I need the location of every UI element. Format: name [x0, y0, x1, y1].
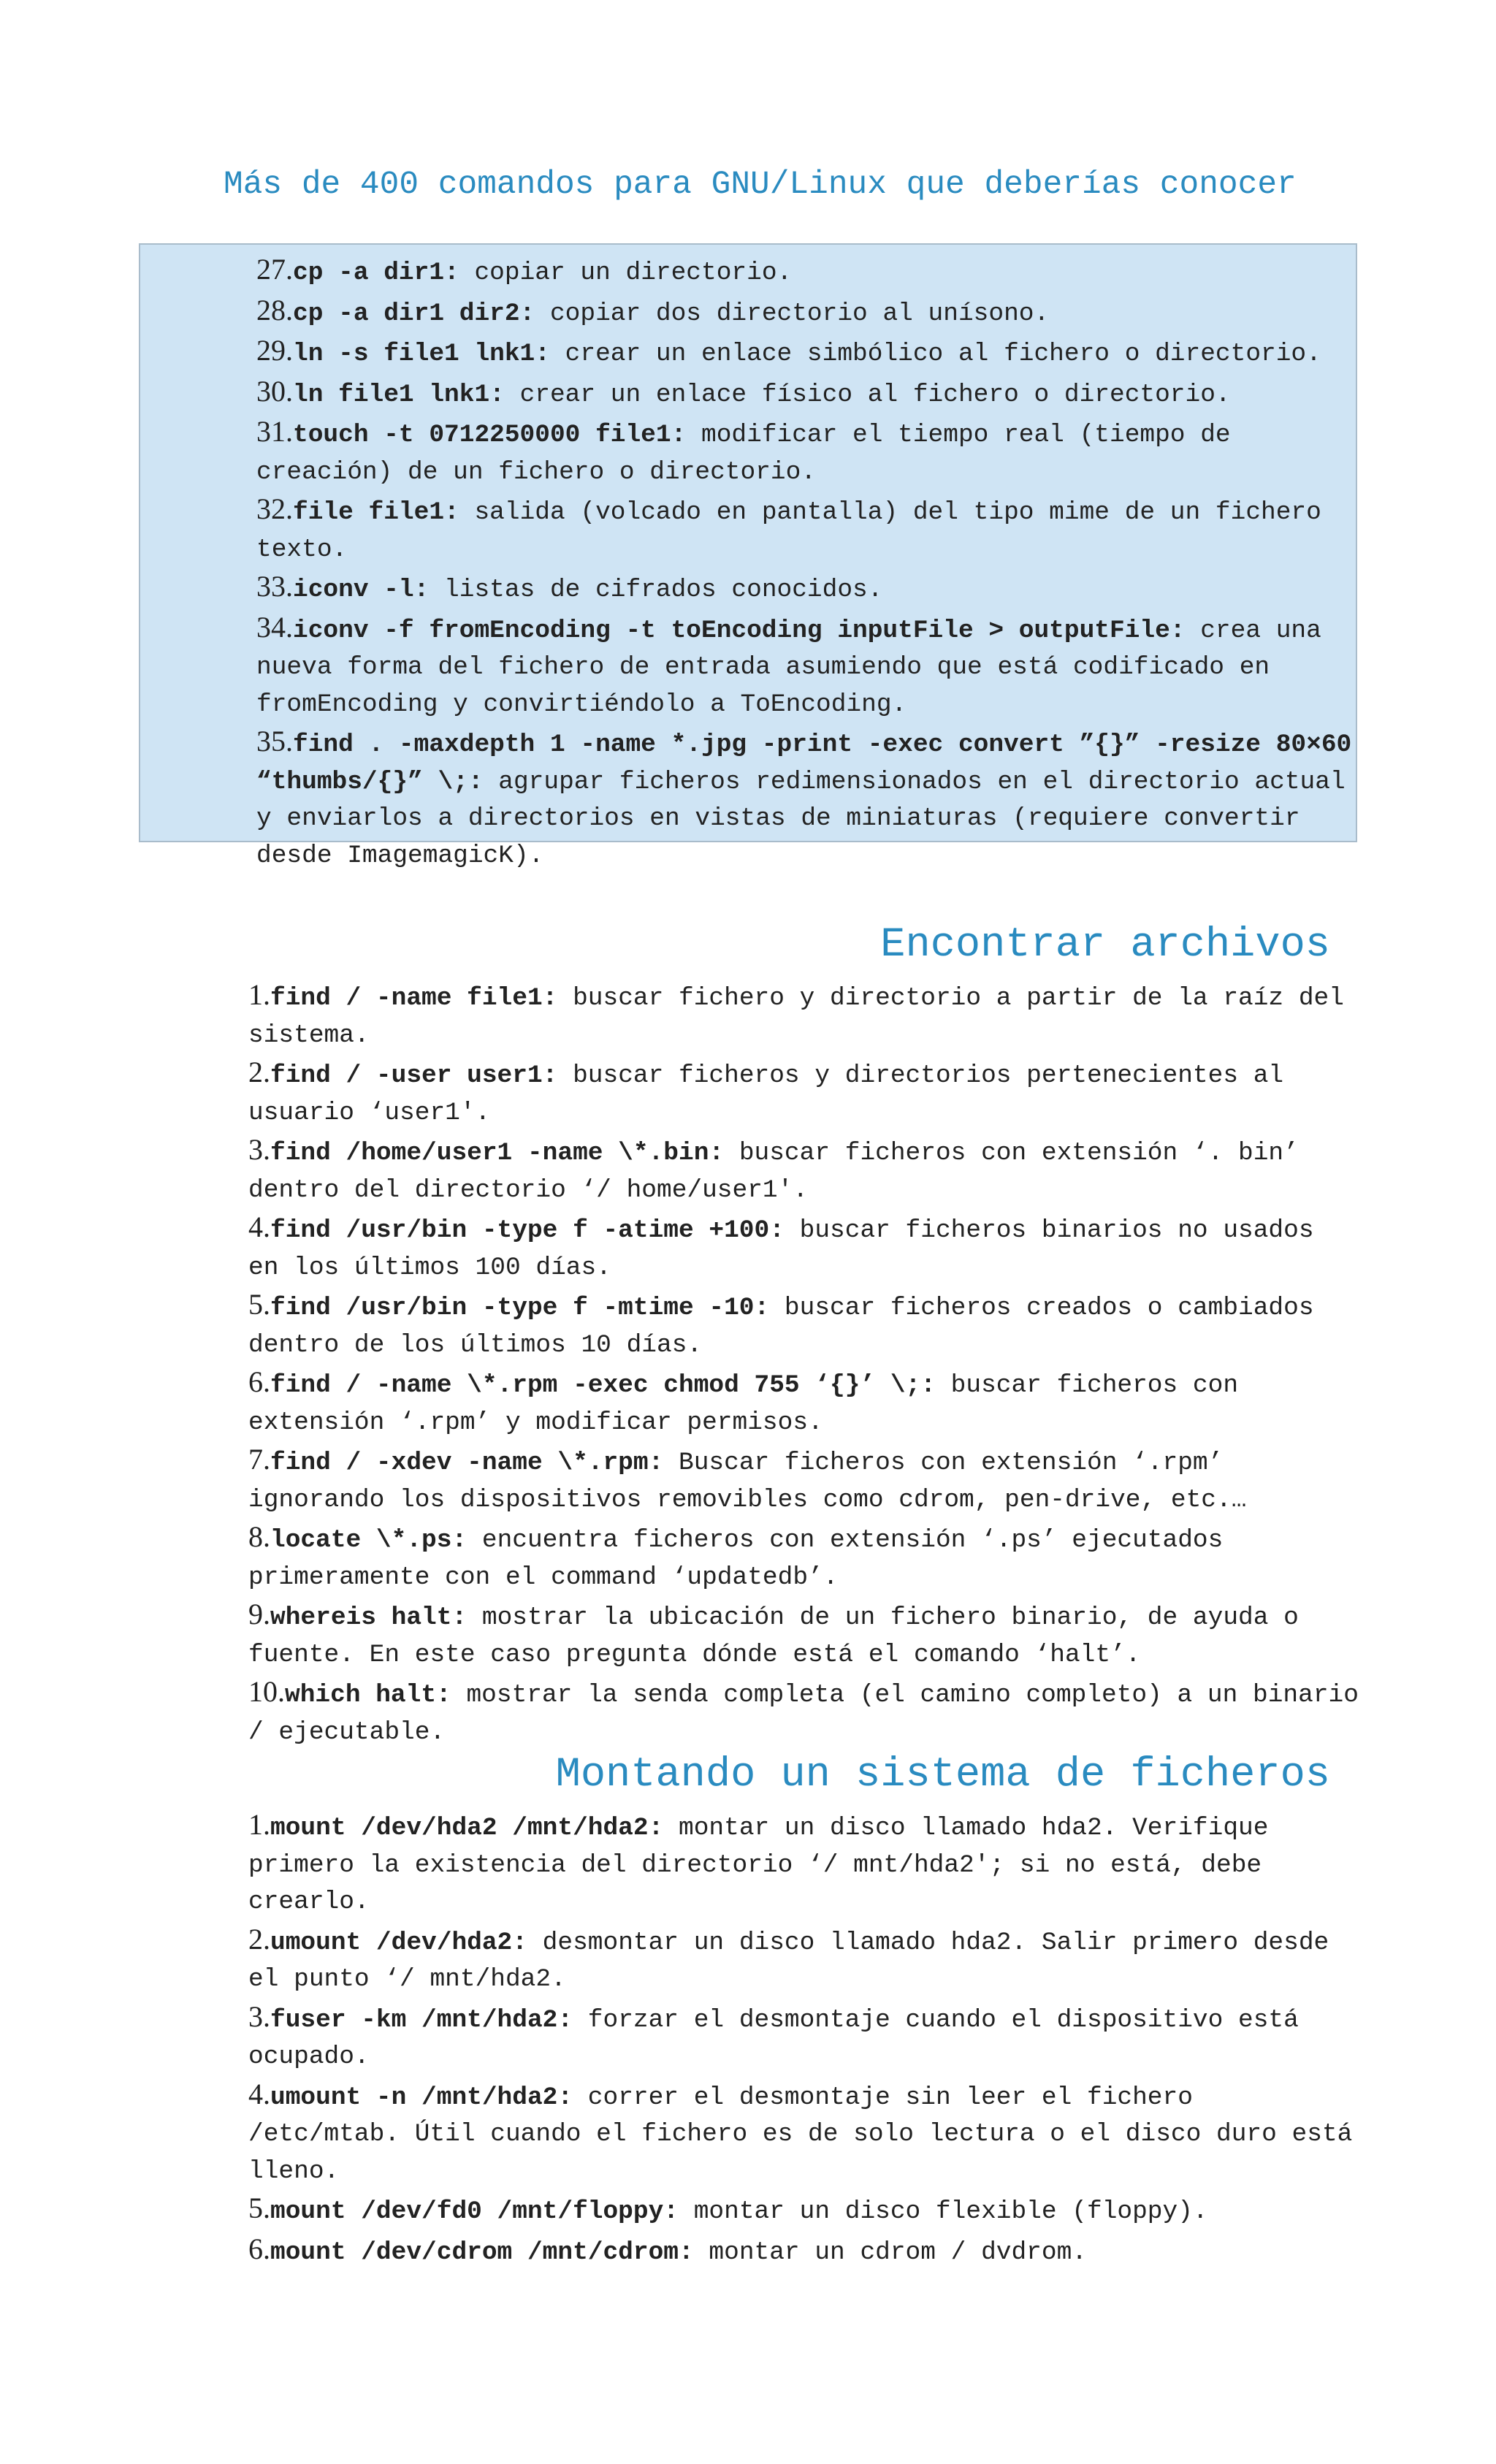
- list-item-number: 29.: [256, 334, 293, 367]
- list-item-number: 3.: [248, 1999, 270, 2033]
- list-item: [248, 1286, 1359, 1364]
- list-item-command: mount /dev/cdrom /mnt/cdrom:: [270, 2238, 694, 2267]
- list-item: [248, 1519, 1359, 1596]
- list-item-command: ln file1 lnk1:: [293, 380, 505, 409]
- list-item-number: 4.: [248, 1210, 270, 1243]
- list-item: [248, 2231, 1359, 2272]
- list-item: [256, 251, 1352, 292]
- list-item-command: find / -user user1:: [270, 1061, 558, 1090]
- command-list-mount-filesystem: [248, 1807, 1359, 2271]
- list-item-number: 2.: [248, 1922, 270, 1956]
- list-item: [248, 1364, 1359, 1441]
- list-item-command: touch -t 0712250000 file1:: [293, 421, 687, 449]
- list-item-command: umount /dev/hda2:: [270, 1928, 527, 1957]
- list-item-description: modificar el tiempo real (tiempo de creación) de un fichero o directorio.: [256, 421, 1231, 487]
- list-item-description: buscar ficheros binarios no usados en los últimos 100 días.: [248, 1216, 1314, 1282]
- list-item: [256, 292, 1352, 333]
- list-item-number: 3.: [248, 1133, 270, 1166]
- list-item-description: mostrar la senda completa (el camino completo) a un binario / ejecutable.: [248, 1681, 1359, 1747]
- list-item-command: which halt:: [285, 1681, 451, 1709]
- list-item-description: buscar ficheros creados o cambiados dentro de los últimos 10 días.: [248, 1294, 1314, 1359]
- list-item-number: 6.: [248, 1365, 270, 1398]
- list-item-command: iconv -f fromEncoding -t toEncoding inputFile > outputFile:: [293, 616, 1186, 645]
- list-item: [256, 568, 1352, 609]
- list-item-description: forzar el desmontaje cuando el dispositivo está ocupado.: [248, 2005, 1299, 2071]
- list-item-number: 1.: [248, 978, 270, 1011]
- list-item-number: 5.: [248, 2192, 270, 2224]
- command-list-find-files: [248, 977, 1359, 1751]
- list-item-command: locate \*.ps:: [270, 1526, 468, 1555]
- list-item-description: salida (volcado en pantalla) del tipo mime de un fichero texto.: [256, 498, 1321, 564]
- list-item-number: 9.: [248, 1598, 270, 1630]
- section-heading-mount-filesystem: Montando un sistema de ficheros: [555, 1752, 1330, 1799]
- list-item-command: find / -name \*.rpm -exec chmod 755 ‘{}’ \;:: [270, 1371, 936, 1400]
- list-item-description: montar un disco flexible (floppy).: [679, 2197, 1208, 2226]
- list-item-command: find . -maxdepth 1 -name *.jpg -print -exec convert ”{}” -resize 80×60 “thumbs/{}” \;:: [256, 731, 1352, 796]
- list-item: [248, 1209, 1359, 1286]
- command-list-copy-link: [256, 251, 1352, 874]
- list-item-number: 7.: [248, 1443, 270, 1476]
- list-item-description: copiar un directorio.: [459, 259, 793, 287]
- list-item-description: listas de cifrados conocidos.: [429, 576, 883, 604]
- list-item-description: crea una nueva forma del fichero de entrada asumiendo que está codificado en fromEncoding y convirtiéndolo a ToEncoding.: [256, 616, 1321, 719]
- list-item: [248, 1441, 1359, 1519]
- list-item-description: buscar ficheros con extensión ‘.rpm’ y modificar permisos.: [248, 1371, 1239, 1437]
- list-item: [256, 491, 1352, 568]
- list-item-command: mount /dev/fd0 /mnt/floppy:: [270, 2197, 679, 2226]
- list-item-number: 32.: [256, 492, 293, 525]
- list-item: [248, 977, 1359, 1054]
- list-item-description: crear un enlace físico al fichero o directorio.: [504, 380, 1231, 409]
- list-item-description: correr el desmontaje sin leer el fichero /etc/mtab. Útil cuando el fichero es de solo lectura o el disco duro está lleno.: [248, 2083, 1353, 2186]
- list-item-number: 28.: [256, 293, 293, 327]
- list-item: [256, 723, 1352, 874]
- list-item-description: montar un cdrom / dvdrom.: [693, 2238, 1087, 2267]
- list-item-command: ln -s file1 lnk1:: [293, 340, 550, 368]
- list-item-command: whereis halt:: [270, 1603, 468, 1632]
- list-item-command: find / -name file1:: [270, 984, 558, 1012]
- section-heading-find-files: Encontrar archivos: [880, 922, 1330, 969]
- list-item: [248, 1674, 1359, 1751]
- list-item-description: crear un enlace simbólico al fichero o directorio.: [549, 340, 1321, 368]
- list-item-number: 2.: [248, 1056, 270, 1088]
- list-item-description: copiar dos directorio al unísono.: [535, 299, 1050, 328]
- list-item-command: find / -xdev -name \*.rpm:: [270, 1449, 664, 1477]
- list-item-number: 8.: [248, 1520, 270, 1553]
- list-item-number: 30.: [256, 374, 293, 408]
- list-item-number: 33.: [256, 570, 293, 603]
- list-item-number: 6.: [248, 2232, 270, 2265]
- list-item-command: find /home/user1 -name \*.bin:: [270, 1139, 725, 1167]
- list-item-command: umount -n /mnt/hda2:: [270, 2083, 573, 2112]
- list-item: [248, 1132, 1359, 1209]
- list-item-description: montar un disco llamado hda2. Verifique primero la existencia del directorio ‘/ mnt/hda2'; si no está, debe crearlo.: [248, 1814, 1269, 1916]
- list-item: [248, 1999, 1359, 2076]
- list-item-description: buscar fichero y directorio a partir de la raíz del sistema.: [248, 984, 1344, 1050]
- list-item-command: file file1:: [293, 498, 459, 527]
- list-item-number: 1.: [248, 1808, 270, 1841]
- list-item: [248, 2076, 1359, 2191]
- list-item: [256, 609, 1352, 724]
- list-item-number: 31.: [256, 415, 293, 448]
- list-item-description: Buscar ficheros con extensión ‘.rpm’ ignorando los dispositivos removibles como cdrom, pen-drive, etc.…: [248, 1449, 1247, 1514]
- list-item-number: 27.: [256, 253, 293, 286]
- list-item-command: fuser -km /mnt/hda2:: [270, 2005, 573, 2034]
- list-item-number: 10.: [248, 1675, 285, 1708]
- list-item-command: cp -a dir1 dir2:: [293, 299, 535, 328]
- list-item-description: buscar ficheros con extensión ‘. bin’ dentro del directorio ‘/ home/user1'.: [248, 1139, 1299, 1205]
- list-item-command: cp -a dir1:: [293, 259, 459, 287]
- list-item-command: mount /dev/hda2 /mnt/hda2:: [270, 1814, 664, 1842]
- list-item: [256, 373, 1352, 414]
- document-title: Más de 400 comandos para GNU/Linux que deberías conocer: [224, 167, 1297, 203]
- list-item: [248, 1596, 1359, 1674]
- list-item-description: mostrar la ubicación de un fichero binario, de ayuda o fuente. En este caso pregunta dónde está el comando ‘halt’.: [248, 1603, 1299, 1669]
- list-item: [256, 413, 1352, 491]
- list-item-description: desmontar un disco llamado hda2. Salir primero desde el punto ‘/ mnt/hda2.: [248, 1928, 1329, 1994]
- list-item-command: iconv -l:: [293, 576, 430, 604]
- list-item-description: buscar ficheros y directorios pertenecientes al usuario ‘user1'.: [248, 1061, 1284, 1127]
- list-item-description: agrupar ficheros redimensionados en el directorio actual y enviarlos a directorios en vistas de miniaturas (requiere convertir desde ImagemagicK).: [256, 767, 1346, 870]
- list-item-number: 35.: [256, 725, 293, 758]
- list-item-description: encuentra ficheros con extensión ‘.ps’ ejecutados primeramente con el command ‘updatedb’.: [248, 1526, 1224, 1592]
- list-item-number: 5.: [248, 1288, 270, 1321]
- list-item: [248, 2190, 1359, 2231]
- list-item: [256, 332, 1352, 373]
- list-item-command: find /usr/bin -type f -mtime -10:: [270, 1294, 770, 1322]
- list-item-number: 34.: [256, 610, 293, 644]
- list-item-command: find /usr/bin -type f -atime +100:: [270, 1216, 785, 1245]
- list-item: [248, 1807, 1359, 1921]
- list-item: [248, 1921, 1359, 1999]
- list-item-number: 4.: [248, 2077, 270, 2110]
- list-item: [248, 1054, 1359, 1132]
